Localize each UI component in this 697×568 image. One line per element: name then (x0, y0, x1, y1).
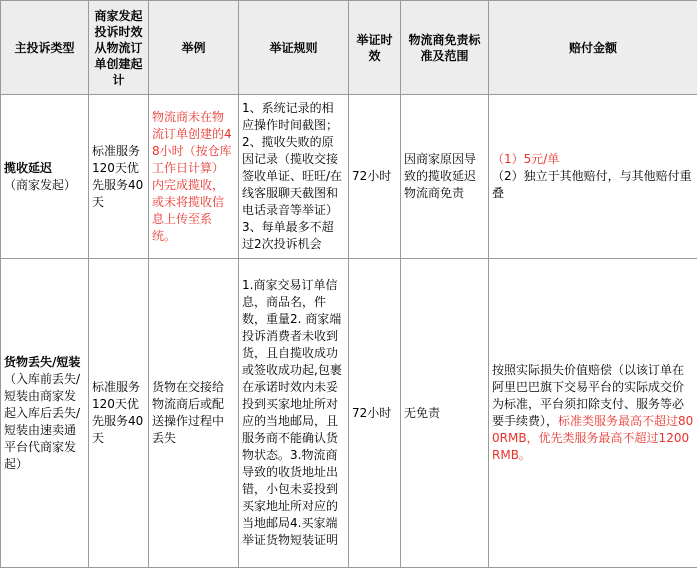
compensation-text: 按照实际损失价值赔偿（以该订单在阿里巴巴旗下交易平台的实际成交价为标准，平台须扣除支付、服务等必要手续费）， (492, 363, 684, 428)
header-time-limit: 商家发起投诉时效从物流订单创建起计 (89, 1, 149, 95)
header-evidence-rules: 举证规则 (239, 1, 349, 95)
compensation-part-1: （1）5元/单 (492, 151, 694, 168)
type-note: （入库前丢失/短装由商家发起入库后丢失/短装由速卖通平台代商家发起） (4, 371, 85, 473)
table-row (1, 95, 697, 259)
cell-compensation (489, 259, 697, 568)
compensation-limit: 标准类服务最高不超过800RMB，优先类服务最高不超过1200RMB。 (492, 414, 693, 462)
table-row (1, 259, 697, 568)
cell-evidence: 1.商家交易订单信息，商品名，件数，重量2. 商家端投诉消费者未收到货，且自揽收成功或签收成功起,包裹在承诺时效内未妥投到买家地址所对应的当地邮局，且服务商不能确认货物状态。3.物流商导致的收货地址出错，小包未妥投到买家地址所对应的当地邮局4.买家端举证货物短装证明 (239, 259, 349, 568)
cell-exemption: 无免责 (401, 259, 489, 568)
type-title: 货物丢失/短装 (4, 354, 85, 371)
type-title: 揽收延迟 (4, 160, 85, 177)
header-exemption: 物流商免责标准及范围 (401, 1, 489, 95)
cell-type (1, 95, 89, 259)
header-example: 举例 (149, 1, 239, 95)
cell-time-limit: 标准服务120天优先服务40天 (89, 259, 149, 568)
cell-exemption: 因商家原因导致的揽收延迟物流商免责 (401, 95, 489, 259)
cell-example: 货物在交接给物流商后或配送操作过程中丢失 (149, 259, 239, 568)
type-note: （商家发起） (4, 177, 85, 194)
cell-example: 物流商未在物流订单创建的48小时（按仓库工作日计算）内完成揽收，或未将揽收信息上传至系统。 (149, 95, 239, 259)
cell-evidence-time: 72小时 (349, 95, 401, 259)
cell-evidence: 1、系统记录的相应操作时间截图；2、揽收失败的原因记录（揽收交接签收单证、旺旺/在线客服聊天截图和电话录音等举证）3、每单最多不超过2次投诉机会 (239, 95, 349, 259)
header-compensation: 赔付金额 (489, 1, 697, 95)
cell-compensation (489, 95, 697, 259)
table-header-row (1, 1, 697, 95)
cell-evidence-time: 72小时 (349, 259, 401, 568)
cell-time-limit: 标准服务120天优先服务40天 (89, 95, 149, 259)
compensation-part-2: （2）独立于其他赔付，与其他赔付重叠 (492, 168, 694, 202)
header-type: 主投诉类型 (1, 1, 89, 95)
cell-type (1, 259, 89, 568)
header-evidence-time: 举证时效 (349, 1, 401, 95)
